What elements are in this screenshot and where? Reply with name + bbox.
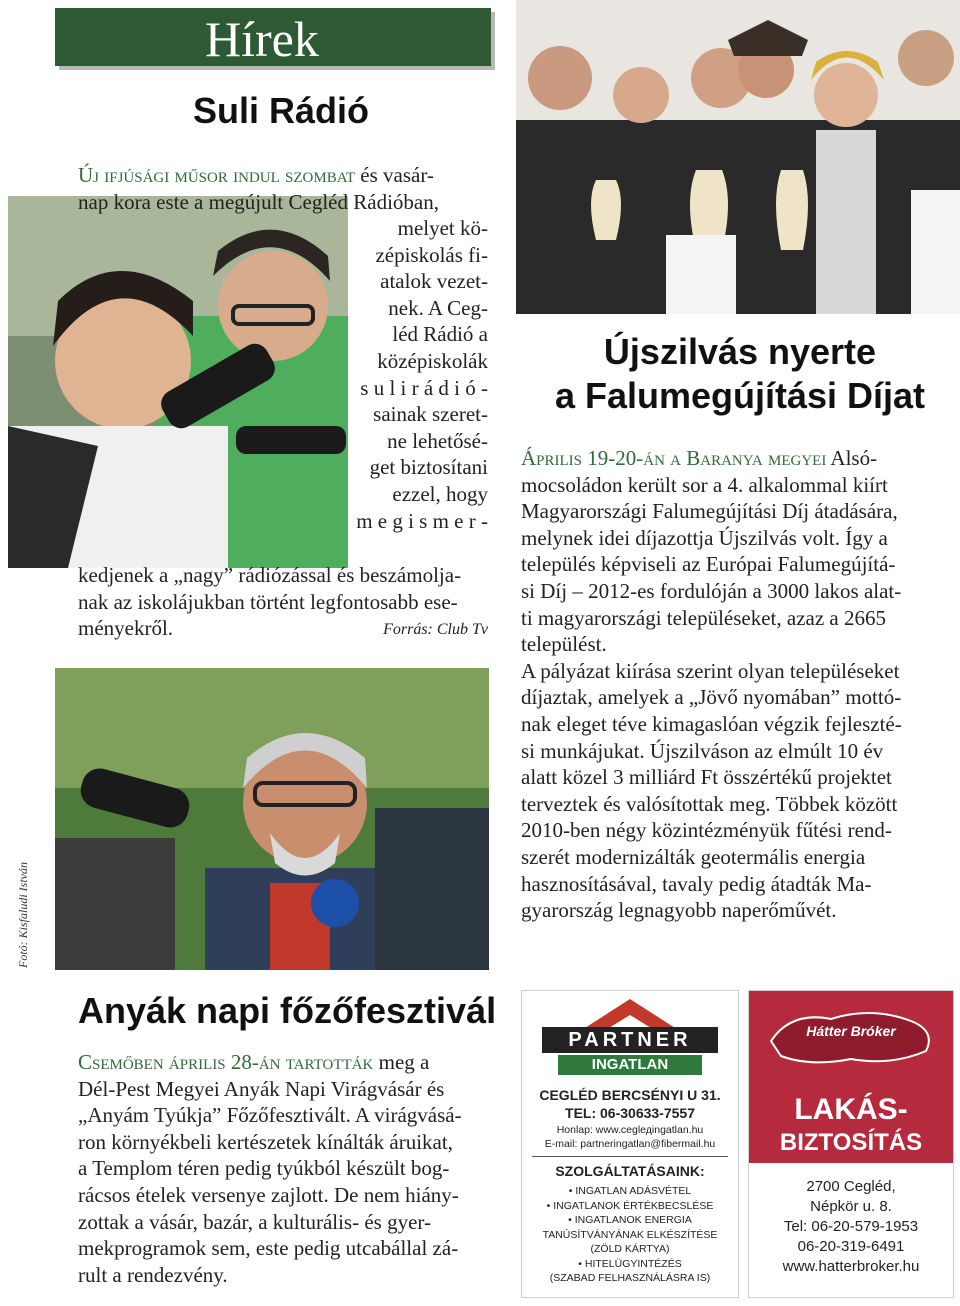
wrapped-text-column bbox=[354, 215, 488, 534]
body-line: középiskolák bbox=[377, 348, 488, 373]
body-line: Alsó- bbox=[830, 446, 878, 470]
body-line: get biztosítani bbox=[369, 455, 488, 480]
body-line: sainak szeret- bbox=[373, 402, 488, 427]
body-line: a Templom téren pedig tyúkból készült bog- bbox=[78, 1156, 450, 1181]
ad-website: Honlap: www.ceglедingatlan.hu bbox=[556, 1124, 704, 1136]
ad-contact-line: www.hatterbroker.hu bbox=[782, 1258, 920, 1275]
lead-text: Csemőben április 28-án tartották bbox=[78, 1050, 374, 1074]
body-line: és vasár- bbox=[360, 163, 434, 187]
ad-logo-text: PARTNER bbox=[542, 1027, 718, 1053]
ad-service-item: • HITELÜGYINTÉZÉS bbox=[578, 1257, 682, 1270]
photo-award-ceremony bbox=[516, 0, 960, 314]
ad-contact-line: 2700 Cegléd, bbox=[806, 1178, 896, 1195]
body-line: települést. bbox=[521, 632, 607, 657]
photo-radio-studio bbox=[8, 196, 348, 568]
body-line: zépiskolás fi- bbox=[375, 242, 488, 267]
body-line: terveztek és valósítottak meg. Többek között bbox=[521, 791, 898, 816]
ad-email: E-mail: partneringatlan@fibermail.hu bbox=[544, 1138, 716, 1150]
body-line: meg a bbox=[378, 1050, 430, 1074]
body-line: nek. A Ceg- bbox=[388, 295, 488, 320]
photo-credit: Fotó: Kisfaludi István bbox=[16, 862, 30, 968]
ad-service-item: (ZÖLD KÁRTYA) bbox=[590, 1243, 670, 1255]
body-line: nak az iskolájukban történt legfontosabb ese- bbox=[78, 589, 458, 614]
ad-heading: LAKÁS- bbox=[794, 1093, 908, 1126]
lead-text: Új ifjúsági műsor indul szombat bbox=[78, 163, 356, 187]
article-title-suli-radio: Suli Rádió bbox=[193, 90, 370, 131]
ad-phone: TEL: 06-30633-7557 bbox=[565, 1105, 695, 1121]
body-line: mocsoládon került sor a 4. alkalommal kiírt bbox=[521, 472, 888, 497]
body-line: ron környékbeli kertészetek kínálták áruikat, bbox=[78, 1129, 453, 1154]
article-body-ujszilvas bbox=[521, 445, 959, 924]
photo-interview bbox=[55, 668, 489, 970]
body-line: si munkájukat. Újszilváson az elmúlt 10 év bbox=[521, 738, 884, 763]
body-line: rult a rendezvény. bbox=[78, 1262, 228, 1287]
body-line: rácsos ételek versenye zajlott. De nem hiány- bbox=[78, 1182, 459, 1207]
ad-partner-ingatlan bbox=[521, 990, 739, 1298]
ad-hatter-broker bbox=[748, 990, 954, 1298]
ad-contact-block bbox=[749, 1177, 953, 1277]
ad-service-item: (SZABAD FELHASZNÁLÁSRA IS) bbox=[549, 1272, 711, 1284]
body-line: díjaztak, amelyek a „Jövő nyomában” mottó- bbox=[521, 685, 902, 710]
body-line: ti magyarországi településeket, azaz a 2665 bbox=[521, 605, 886, 630]
body-line: m e g i s m e r - bbox=[356, 508, 488, 533]
ad-address: CEGLÉD BERCSÉNYI U 31. bbox=[539, 1087, 721, 1103]
ad-logo-subtext: INGATLAN bbox=[558, 1055, 702, 1075]
ad-service-item: TANÚSÍTVÁNYÁNAK ELKÉSZÍTÉSE bbox=[542, 1228, 718, 1241]
section-title: Hírek bbox=[205, 11, 319, 67]
body-line: Magyarországi Falumegújítási Díj átadására, bbox=[521, 499, 898, 524]
ad-hatter-logo: Hátter Bróker bbox=[806, 1023, 896, 1039]
lead-text: Április 19-20-án a Baranya megyei bbox=[521, 446, 827, 470]
body-line: si Díj – 2012-es fordulóján a 3000 lakos alat- bbox=[521, 578, 902, 603]
article-body-suli-radio bbox=[78, 162, 488, 215]
body-line: ményekről. bbox=[78, 616, 174, 641]
body-line: gyarország legnagyobb naperőművét. bbox=[521, 898, 837, 923]
source-credit: Forrás: Club Tv bbox=[383, 621, 488, 639]
ad-divider bbox=[532, 1156, 728, 1157]
body-line: nap kora este a megújult Cegléd Rádióban, bbox=[78, 189, 439, 214]
title-line: Újszilvás nyerte bbox=[603, 331, 877, 372]
article-body-anyak-napi bbox=[78, 1049, 490, 1288]
body-line: hasznosításával, tavaly pedig átadták Ma- bbox=[521, 871, 872, 896]
ad-services-list bbox=[522, 1184, 738, 1286]
body-line: ezzel, hogy bbox=[392, 481, 488, 506]
body-line: 2010-ben négy közintézményük fűtési rend- bbox=[521, 818, 892, 843]
ad-service-item: • INGATLANOK ENERGIA bbox=[568, 1214, 692, 1226]
article-title-ujszilvas bbox=[521, 330, 959, 418]
body-line: mekprogramok sem, este pedig utcabállal zá- bbox=[78, 1236, 459, 1261]
ad-contact-line: Népkör u. 8. bbox=[810, 1198, 892, 1215]
ad-contact-line: Tel: 06-20-579-1953 bbox=[783, 1218, 919, 1235]
body-line: A pályázat kiírása szerint olyan településeket bbox=[521, 658, 900, 683]
body-line: zottak a vásár, bazár, a kulturális- és gyer- bbox=[78, 1209, 431, 1234]
body-line: „Anyám Tyúkja” Főzőfesztivált. A virágvásá- bbox=[78, 1103, 462, 1128]
body-line: melynek idei díjazottja Újszilvás volt. Így a bbox=[521, 525, 888, 550]
body-line: kedjenek a „nagy” rádiózással és beszámolja- bbox=[78, 563, 462, 587]
body-line: Dél-Pest Megyei Anyák Napi Virágvásár és bbox=[78, 1076, 445, 1101]
article-body-suli-radio-end bbox=[78, 562, 488, 642]
body-line: település képviseli az Európai Falumegújítá- bbox=[521, 552, 896, 577]
ad-heading: BIZTOSÍTÁS bbox=[779, 1129, 923, 1156]
ad-services-title: SZOLGÁLTATÁSAINK: bbox=[555, 1163, 705, 1179]
body-line: ne lehetősé- bbox=[387, 428, 488, 453]
body-line: léd Rádió a bbox=[392, 322, 488, 347]
ad-contact-line: 06-20-319-6491 bbox=[797, 1238, 905, 1255]
body-line: nak eleget téve kimagaslóan végzik fejleszté- bbox=[521, 711, 902, 736]
body-line: atalok vezet- bbox=[380, 269, 488, 294]
body-line: s u l i r á d i ó - bbox=[360, 375, 488, 400]
ad-service-item: • INGATLAN ADÁSVÉTEL bbox=[568, 1185, 692, 1197]
ad-service-item: • INGATLANOK ÉRTÉKBECSLÉSE bbox=[546, 1199, 714, 1212]
article-title-anyak-napi: Anyák napi főzőfesztivál bbox=[78, 990, 497, 1031]
body-line: alatt közel 3 milliárd Ft összértékű projektet bbox=[521, 765, 892, 790]
body-line: szerét modernizálták geotermális energia bbox=[521, 844, 866, 869]
title-line: a Falumegújítási Díjat bbox=[554, 375, 926, 416]
body-line: melyet kö- bbox=[397, 216, 488, 240]
